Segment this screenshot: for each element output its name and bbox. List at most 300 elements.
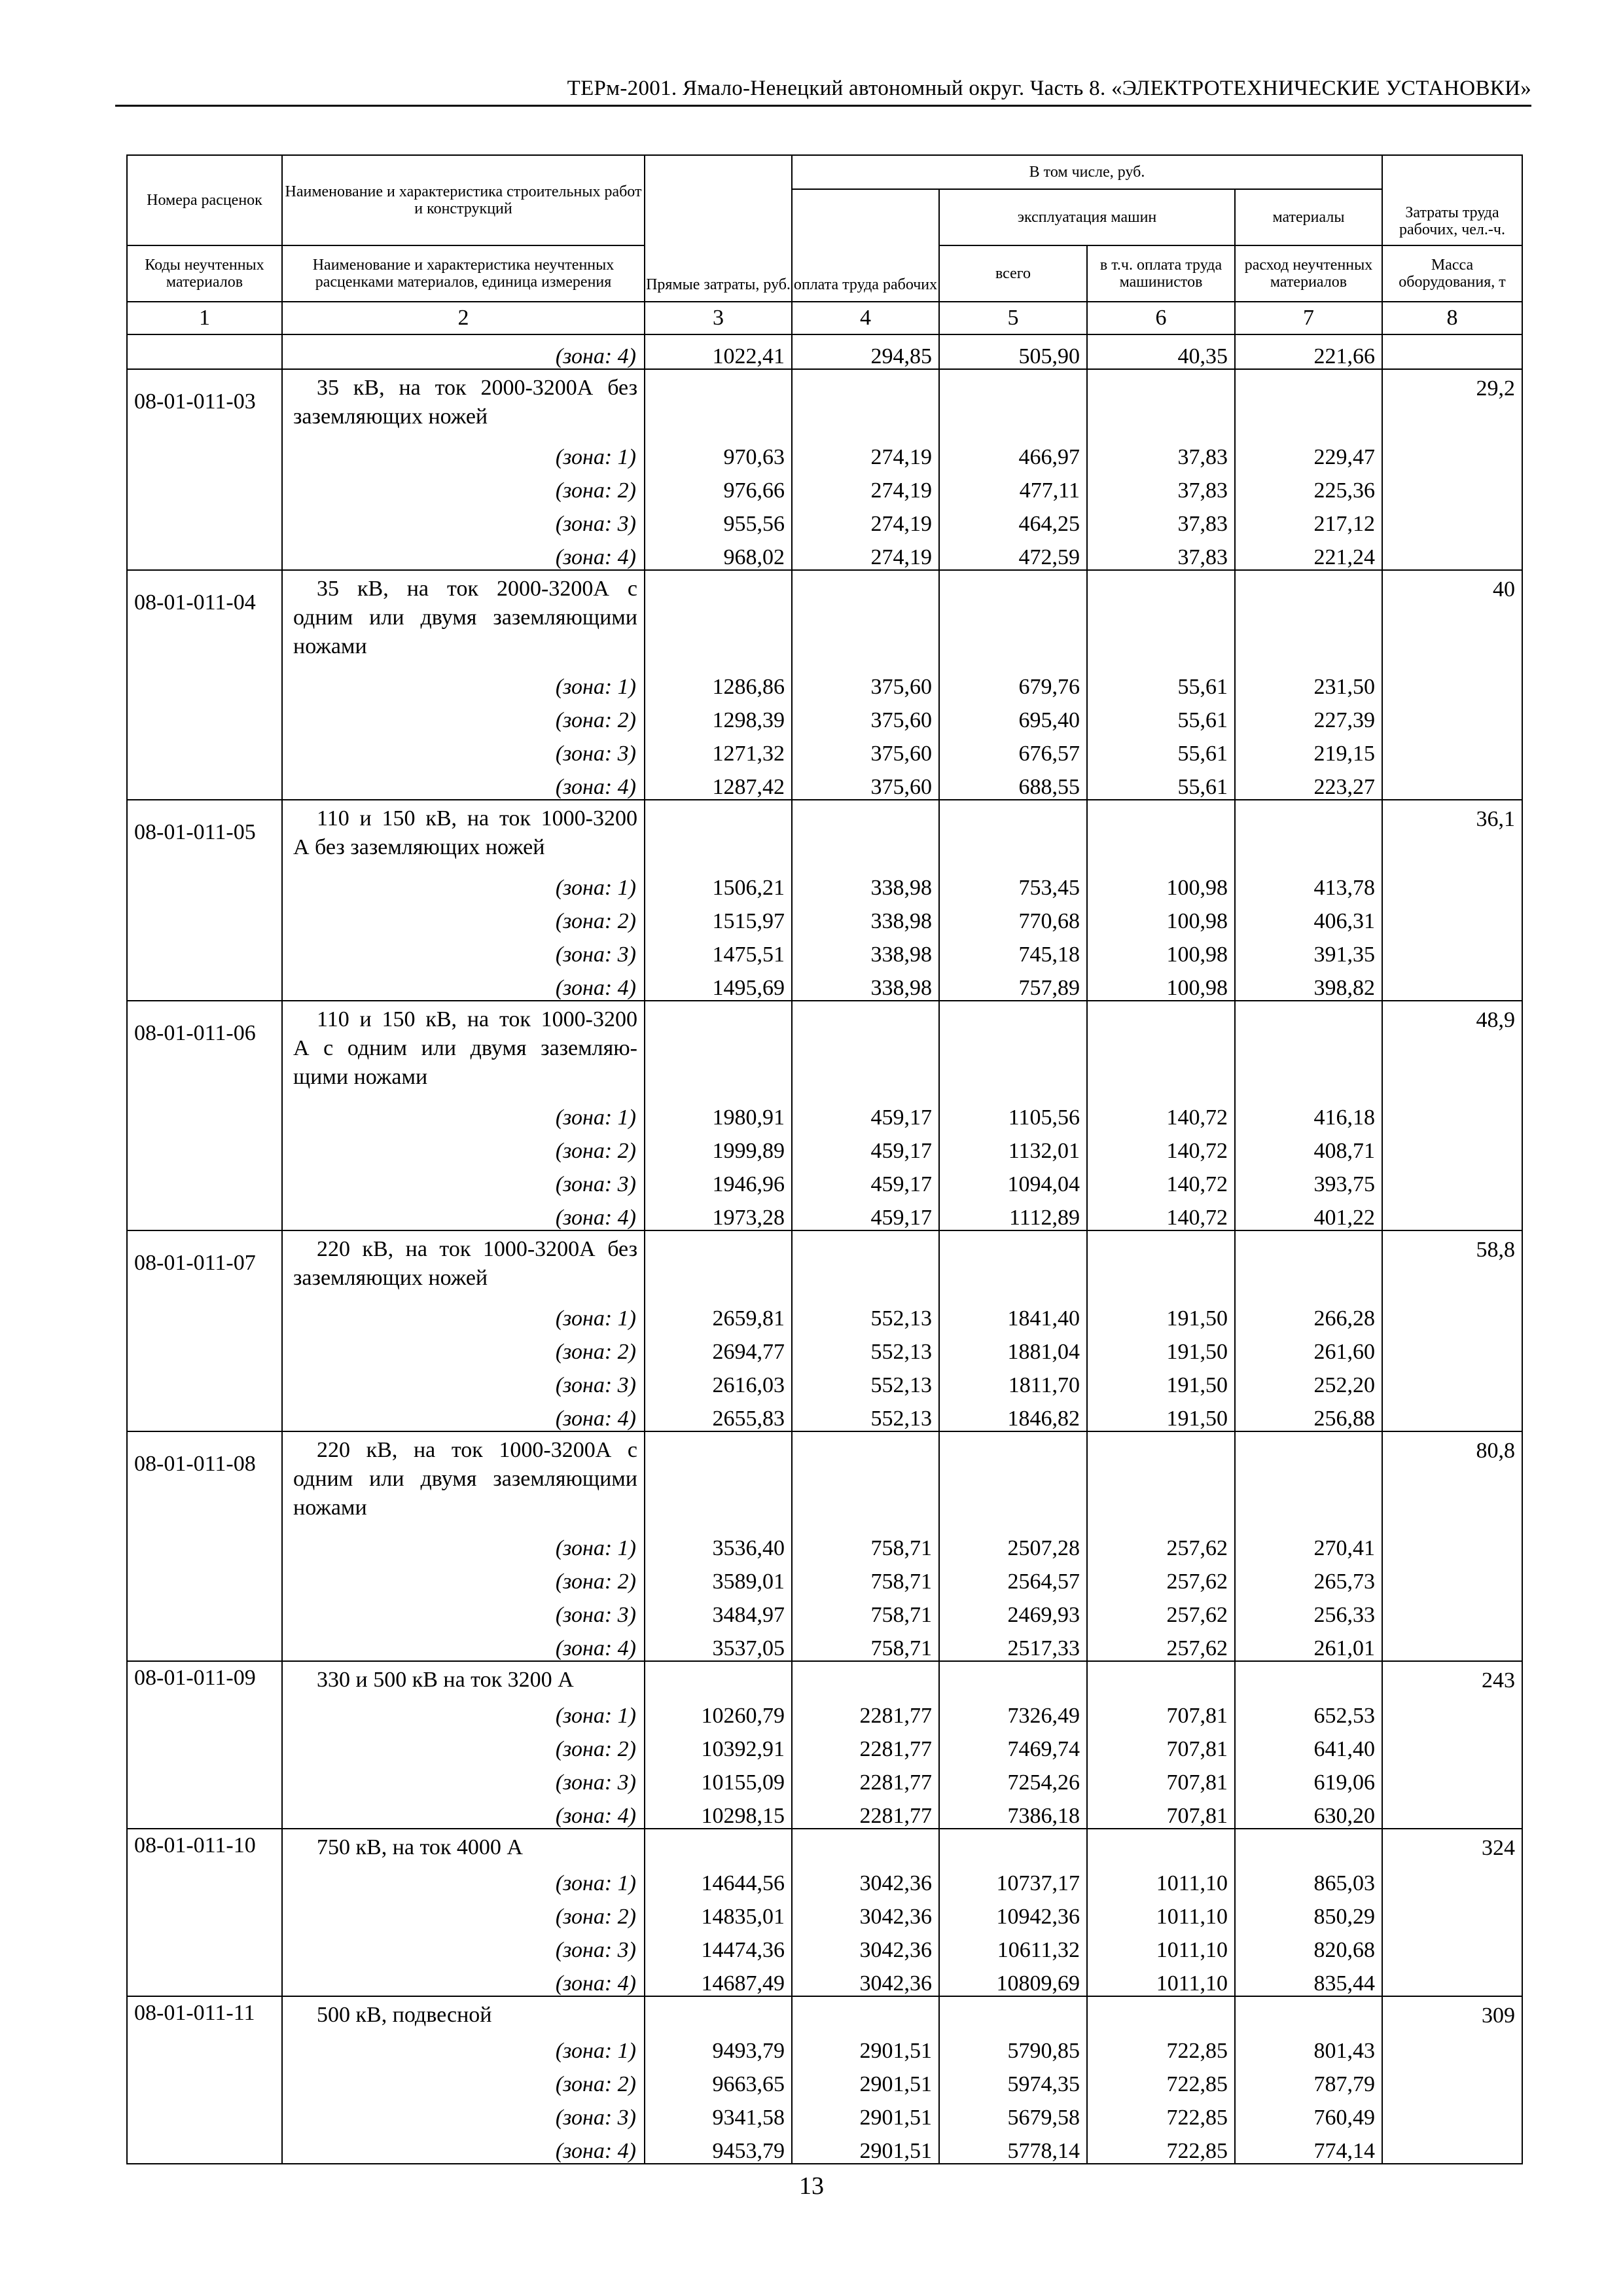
empty-cell <box>939 369 1087 436</box>
direct-costs-value: 14474,36 <box>645 1929 792 1962</box>
zone-row <box>127 1297 1522 1331</box>
materials-value: 227,39 <box>1235 699 1382 732</box>
machine-total-value: 477,11 <box>939 469 1087 503</box>
machinist-pay-value: 55,61 <box>1087 766 1235 800</box>
machine-total-value: 1132,01 <box>939 1130 1087 1163</box>
machinist-pay-value: 1011,10 <box>1087 1862 1235 1895</box>
machinist-pay-value: 140,72 <box>1087 1096 1235 1130</box>
direct-costs-value: 976,66 <box>645 469 792 503</box>
direct-costs-value: 1506,21 <box>645 867 792 900</box>
labor-pay-value: 274,19 <box>792 469 939 503</box>
materials-value: 261,60 <box>1235 1331 1382 1364</box>
empty-cell <box>792 800 939 867</box>
work-name-line: 750 кВ, на ток 4000 А <box>317 1835 523 1859</box>
materials-value: 408,71 <box>1235 1130 1382 1163</box>
work-name-line: 35 кВ, на ток 2000-3200А с <box>317 577 637 601</box>
direct-costs-value: 2655,83 <box>645 1397 792 1431</box>
empty-cell <box>127 1163 282 1196</box>
zone-row <box>127 867 1522 900</box>
labor-pay-value: 2281,77 <box>792 1761 939 1795</box>
machinist-pay-value: 722,85 <box>1087 2130 1235 2164</box>
zone-label: (зона: 3) <box>282 1364 645 1397</box>
empty-cell <box>127 2063 282 2096</box>
materials-value: 835,44 <box>1235 1962 1382 1996</box>
empty-cell <box>1382 1862 1522 1895</box>
machine-total-value: 1094,04 <box>939 1163 1087 1196</box>
labor-pay-value: 3042,36 <box>792 1929 939 1962</box>
empty-cell <box>127 1096 282 1130</box>
labor-pay-value: 2901,51 <box>792 2030 939 2063</box>
machinist-pay-value: 37,83 <box>1087 469 1235 503</box>
rate-group-header-row <box>127 1431 1522 1527</box>
machine-total-value: 1112,89 <box>939 1196 1087 1230</box>
zone-label: (зона: 4) <box>282 536 645 570</box>
empty-cell <box>939 1431 1087 1527</box>
machine-total-value: 1846,82 <box>939 1397 1087 1431</box>
empty-cell <box>1087 800 1235 867</box>
machinist-pay-value: 55,61 <box>1087 732 1235 766</box>
empty-cell <box>127 1130 282 1163</box>
empty-cell <box>1382 1795 1522 1829</box>
machinist-pay-value: 37,83 <box>1087 503 1235 536</box>
empty-cell <box>1087 570 1235 666</box>
machine-total-value: 1841,40 <box>939 1297 1087 1331</box>
empty-cell <box>1382 2063 1522 2096</box>
zone-row <box>127 900 1522 933</box>
machinist-pay-value: 257,62 <box>1087 1527 1235 1560</box>
empty-cell <box>1382 1962 1522 1996</box>
empty-cell <box>645 1230 792 1297</box>
zone-row <box>127 503 1522 536</box>
materials-value: 619,06 <box>1235 1761 1382 1795</box>
work-name-line: одним или двумя заземляющими <box>293 605 637 630</box>
labor-pay-value: 375,60 <box>792 699 939 732</box>
direct-costs-value: 1475,51 <box>645 933 792 967</box>
labor-pay-value: 274,19 <box>792 436 939 469</box>
empty-cell <box>1382 1560 1522 1594</box>
empty-cell <box>127 933 282 967</box>
labor-pay-value: 375,60 <box>792 732 939 766</box>
column-number: 5 <box>939 302 1087 334</box>
zone-label: (зона: 3) <box>282 1594 645 1627</box>
materials-value: 850,29 <box>1235 1895 1382 1929</box>
work-name-line: 500 кВ, подвесной <box>317 2003 492 2027</box>
direct-costs-value: 1946,96 <box>645 1163 792 1196</box>
empty-cell <box>1382 967 1522 1001</box>
direct-costs-value: 1973,28 <box>645 1196 792 1230</box>
machinist-pay-value: 191,50 <box>1087 1397 1235 1431</box>
work-name <box>282 1001 645 1096</box>
running-header: ТЕРм-2001. Ямало-Ненецкий автономный округ. Часть 8. «ЭЛЕКТРОТЕХНИЧЕСКИЕ УСТАНОВКИ» <box>567 77 1531 100</box>
empty-cell <box>1382 1163 1522 1196</box>
empty-cell <box>127 503 282 536</box>
empty-cell <box>792 369 939 436</box>
labor-pay-value: 2901,51 <box>792 2063 939 2096</box>
machine-total-value: 1811,70 <box>939 1364 1087 1397</box>
machine-total-value: 464,25 <box>939 503 1087 536</box>
direct-costs-value: 9493,79 <box>645 2030 792 2063</box>
header-work-name: Наименование и характеристика строительных работ и конструкций <box>282 155 645 245</box>
empty-cell <box>1382 1196 1522 1230</box>
empty-cell <box>127 1560 282 1594</box>
zone-label: (зона: 1) <box>282 436 645 469</box>
rate-group-header-row <box>127 1996 1522 2030</box>
zone-label: (зона: 3) <box>282 1163 645 1196</box>
direct-costs-value: 9453,79 <box>645 2130 792 2164</box>
materials-value: 229,47 <box>1235 436 1382 469</box>
zone-label: (зона: 2) <box>282 469 645 503</box>
work-name <box>282 570 645 666</box>
rate-code: 08-01-011-09 <box>127 1661 282 1695</box>
machine-total-value: 472,59 <box>939 536 1087 570</box>
empty-cell <box>127 766 282 800</box>
machinist-pay-value: 707,81 <box>1087 1761 1235 1795</box>
work-name-line: щими ножами <box>293 1065 428 1089</box>
column-number: 4 <box>792 302 939 334</box>
empty-cell <box>1382 900 1522 933</box>
empty-cell <box>939 800 1087 867</box>
machinist-pay-value: 722,85 <box>1087 2096 1235 2130</box>
empty-cell <box>1382 1695 1522 1728</box>
materials-value: 801,43 <box>1235 2030 1382 2063</box>
empty-cell <box>127 1364 282 1397</box>
labor-pay-value: 3042,36 <box>792 1962 939 1996</box>
empty-cell <box>939 570 1087 666</box>
materials-value: 256,88 <box>1235 1397 1382 1431</box>
zone-label: (зона: 1) <box>282 1096 645 1130</box>
materials-value: 652,53 <box>1235 1695 1382 1728</box>
empty-cell <box>1087 369 1235 436</box>
machine-total-value: 2469,93 <box>939 1594 1087 1627</box>
header-unaccounted-codes: Коды неучтенных материалов <box>127 245 282 302</box>
empty-cell <box>792 1431 939 1527</box>
zone-row <box>127 1397 1522 1431</box>
zone-row <box>127 2096 1522 2130</box>
zone-label: (зона: 1) <box>282 1695 645 1728</box>
empty-cell <box>1382 536 1522 570</box>
column-number: 2 <box>282 302 645 334</box>
machinist-pay-value: 1011,10 <box>1087 1962 1235 1996</box>
zone-label: (зона: 3) <box>282 1761 645 1795</box>
materials-value: 406,31 <box>1235 900 1382 933</box>
labor-costs-value: 48,9 <box>1382 1001 1522 1096</box>
direct-costs-value: 1271,32 <box>645 732 792 766</box>
machinist-pay-value: 140,72 <box>1087 1130 1235 1163</box>
zone-label: (зона: 4) <box>282 766 645 800</box>
zone-label: (зона: 1) <box>282 1297 645 1331</box>
work-name-line: заземляющих ножей <box>293 404 488 429</box>
zone-row <box>127 699 1522 732</box>
work-name-line: одним или двумя заземляющими <box>293 1467 637 1491</box>
zone-label: (зона: 2) <box>282 1130 645 1163</box>
empty-cell <box>1382 1895 1522 1929</box>
empty-cell <box>1087 1661 1235 1695</box>
zone-label: (зона: 2) <box>282 1560 645 1594</box>
empty-cell <box>1087 1001 1235 1096</box>
labor-pay-value: 274,19 <box>792 536 939 570</box>
labor-pay-value: 338,98 <box>792 933 939 967</box>
zone-label: (зона: 2) <box>282 2063 645 2096</box>
work-name <box>282 1230 645 1297</box>
empty-cell <box>1382 2030 1522 2063</box>
empty-cell <box>1382 867 1522 900</box>
empty-cell <box>645 1661 792 1695</box>
rate-code: 08-01-011-06 <box>127 1001 282 1096</box>
zone-label: (зона: 4) <box>282 1397 645 1431</box>
header-labor-pay: оплата труда рабочих <box>792 189 939 302</box>
empty-cell <box>1087 1829 1235 1862</box>
direct-costs-value: 1287,42 <box>645 766 792 800</box>
machinist-pay-value: 257,62 <box>1087 1594 1235 1627</box>
direct-costs-value: 9663,65 <box>645 2063 792 2096</box>
labor-pay-value: 2901,51 <box>792 2130 939 2164</box>
empty-cell <box>1382 2130 1522 2164</box>
machinist-pay-value: 257,62 <box>1087 1560 1235 1594</box>
labor-costs-value <box>1382 334 1522 369</box>
machine-total-value: 2564,57 <box>939 1560 1087 1594</box>
materials-value: 217,12 <box>1235 503 1382 536</box>
zone-row <box>127 2130 1522 2164</box>
empty-cell <box>127 1695 282 1728</box>
empty-cell <box>645 800 792 867</box>
empty-cell <box>127 867 282 900</box>
machine-total-value: 5778,14 <box>939 2130 1087 2164</box>
zone-row <box>127 1364 1522 1397</box>
machinist-pay-value: 191,50 <box>1087 1297 1235 1331</box>
machinist-pay-value: 707,81 <box>1087 1695 1235 1728</box>
materials-value: 641,40 <box>1235 1728 1382 1761</box>
machine-total-value: 688,55 <box>939 766 1087 800</box>
work-name-line: А без заземляющих ножей <box>293 835 545 859</box>
labor-costs-value: 324 <box>1382 1829 1522 1862</box>
empty-cell <box>645 1001 792 1096</box>
direct-costs-value: 14835,01 <box>645 1895 792 1929</box>
materials-value: 820,68 <box>1235 1929 1382 1962</box>
labor-pay-value: 375,60 <box>792 766 939 800</box>
header-rate-numbers: Номера расценок <box>127 155 282 245</box>
rate-code: 08-01-011-11 <box>127 1996 282 2030</box>
machinist-pay-value: 140,72 <box>1087 1196 1235 1230</box>
labor-pay-value: 375,60 <box>792 666 939 699</box>
labor-pay-value: 3042,36 <box>792 1895 939 1929</box>
machine-total-value: 10942,36 <box>939 1895 1087 1929</box>
empty-cell <box>1087 1996 1235 2030</box>
empty-cell <box>127 1527 282 1560</box>
rates-body <box>127 334 1522 2164</box>
direct-costs-value: 1022,41 <box>645 334 792 369</box>
labor-pay-value: 459,17 <box>792 1096 939 1130</box>
column-number: 7 <box>1235 302 1382 334</box>
materials-value: 219,15 <box>1235 732 1382 766</box>
materials-value: 252,20 <box>1235 1364 1382 1397</box>
zone-row <box>127 732 1522 766</box>
materials-value: 256,33 <box>1235 1594 1382 1627</box>
machinist-pay-value: 722,85 <box>1087 2030 1235 2063</box>
zone-row <box>127 1096 1522 1130</box>
zone-label: (зона: 1) <box>282 867 645 900</box>
empty-cell <box>127 1594 282 1627</box>
materials-value: 261,01 <box>1235 1627 1382 1661</box>
rate-code <box>127 334 282 369</box>
empty-cell <box>127 967 282 1001</box>
machinist-pay-value: 1011,10 <box>1087 1929 1235 1962</box>
zone-label: (зона: 4) <box>282 1627 645 1661</box>
labor-costs-value: 29,2 <box>1382 369 1522 436</box>
header-materials: материалы <box>1235 189 1382 245</box>
machinist-pay-value: 1011,10 <box>1087 1895 1235 1929</box>
zone-row <box>127 1695 1522 1728</box>
direct-costs-value: 970,63 <box>645 436 792 469</box>
header-including: В том числе, руб. <box>792 155 1382 189</box>
machine-total-value: 10737,17 <box>939 1862 1087 1895</box>
empty-cell <box>1235 369 1382 436</box>
rate-group-header-row <box>127 1661 1522 1695</box>
machinist-pay-value: 55,61 <box>1087 666 1235 699</box>
direct-costs-value: 1515,97 <box>645 900 792 933</box>
empty-cell <box>1087 1431 1235 1527</box>
labor-pay-value: 552,13 <box>792 1364 939 1397</box>
empty-cell <box>939 1230 1087 1297</box>
empty-cell <box>127 1929 282 1962</box>
empty-cell <box>127 1895 282 1929</box>
work-name <box>282 800 645 867</box>
zone-row <box>127 1627 1522 1661</box>
direct-costs-value: 1495,69 <box>645 967 792 1001</box>
empty-cell <box>127 2030 282 2063</box>
empty-cell <box>1235 800 1382 867</box>
zone-label: (зона: 2) <box>282 1331 645 1364</box>
work-name-line: 35 кВ, на ток 2000-3200А без <box>317 376 637 400</box>
empty-cell <box>127 436 282 469</box>
materials-value: 231,50 <box>1235 666 1382 699</box>
rate-group-header-row <box>127 369 1522 436</box>
empty-cell <box>1382 469 1522 503</box>
zone-row <box>127 766 1522 800</box>
zone-row <box>127 2063 1522 2096</box>
materials-value: 865,03 <box>1235 1862 1382 1895</box>
labor-pay-value: 459,17 <box>792 1163 939 1196</box>
work-name <box>282 1431 645 1527</box>
zone-label: (зона: 4) <box>282 2130 645 2164</box>
machine-total-value: 5974,35 <box>939 2063 1087 2096</box>
machinist-pay-value: 191,50 <box>1087 1364 1235 1397</box>
machinist-pay-value: 100,98 <box>1087 933 1235 967</box>
empty-cell <box>127 2096 282 2130</box>
empty-cell <box>127 1196 282 1230</box>
labor-pay-value: 338,98 <box>792 900 939 933</box>
empty-cell <box>1235 1230 1382 1297</box>
zone-row <box>127 1560 1522 1594</box>
empty-cell <box>1382 2096 1522 2130</box>
materials-value: 393,75 <box>1235 1163 1382 1196</box>
materials-value: 774,14 <box>1235 2130 1382 2164</box>
labor-costs-value: 36,1 <box>1382 800 1522 867</box>
labor-pay-value: 2281,77 <box>792 1695 939 1728</box>
machine-total-value: 679,76 <box>939 666 1087 699</box>
empty-cell <box>127 1962 282 1996</box>
labor-pay-value: 552,13 <box>792 1397 939 1431</box>
header-unaccounted-materials: расход неучтенных материалов <box>1235 245 1382 302</box>
labor-costs-value: 309 <box>1382 1996 1522 2030</box>
zone-label: (зона: 3) <box>282 732 645 766</box>
empty-cell <box>1382 1297 1522 1331</box>
empty-cell <box>127 732 282 766</box>
empty-cell <box>1235 1661 1382 1695</box>
empty-cell <box>1382 1929 1522 1962</box>
empty-cell <box>127 1728 282 1761</box>
machinist-pay-value: 722,85 <box>1087 2063 1235 2096</box>
labor-pay-value: 2281,77 <box>792 1795 939 1829</box>
labor-costs-value: 80,8 <box>1382 1431 1522 1527</box>
direct-costs-value: 1298,39 <box>645 699 792 732</box>
zone-label: (зона: 1) <box>282 666 645 699</box>
materials-value: 221,24 <box>1235 536 1382 570</box>
labor-pay-value: 459,17 <box>792 1196 939 1230</box>
labor-pay-value: 3042,36 <box>792 1862 939 1895</box>
machine-total-value: 2507,28 <box>939 1527 1087 1560</box>
work-name-line: 220 кВ, на ток 1000-3200А без <box>317 1237 637 1261</box>
empty-cell <box>1382 732 1522 766</box>
work-name <box>282 369 645 436</box>
zone-label: (зона: 3) <box>282 2096 645 2130</box>
empty-cell <box>645 1996 792 2030</box>
zone-row <box>127 469 1522 503</box>
rates-table <box>126 154 1523 2164</box>
empty-cell <box>1087 1230 1235 1297</box>
machine-total-value: 745,18 <box>939 933 1087 967</box>
zone-label: (зона: 1) <box>282 1527 645 1560</box>
empty-cell <box>1382 1627 1522 1661</box>
materials-value: 787,79 <box>1235 2063 1382 2096</box>
materials-value: 221,66 <box>1235 334 1382 369</box>
empty-cell <box>1382 436 1522 469</box>
materials-value: 760,49 <box>1235 2096 1382 2130</box>
materials-value: 270,41 <box>1235 1527 1382 1560</box>
zone-row <box>127 1196 1522 1230</box>
direct-costs-value: 2694,77 <box>645 1331 792 1364</box>
labor-pay-value: 274,19 <box>792 503 939 536</box>
zone-row <box>127 2030 1522 2063</box>
machine-total-value: 466,97 <box>939 436 1087 469</box>
zone-row <box>127 1331 1522 1364</box>
machinist-pay-value: 37,83 <box>1087 536 1235 570</box>
machine-total-value: 5679,58 <box>939 2096 1087 2130</box>
work-name <box>282 1829 645 1862</box>
materials-value: 630,20 <box>1235 1795 1382 1829</box>
empty-cell <box>127 469 282 503</box>
labor-pay-value: 294,85 <box>792 334 939 369</box>
work-name-line: 110 и 150 кВ, на ток 1000-3200 <box>317 1007 637 1031</box>
zone-label: (зона: 2) <box>282 1728 645 1761</box>
empty-cell <box>127 1331 282 1364</box>
column-number: 8 <box>1382 302 1522 334</box>
empty-cell <box>127 900 282 933</box>
empty-cell <box>1235 1001 1382 1096</box>
zone-label: (зона: 3) <box>282 933 645 967</box>
machinist-pay-value: 257,62 <box>1087 1627 1235 1661</box>
empty-cell <box>645 369 792 436</box>
machinist-pay-value: 37,83 <box>1087 436 1235 469</box>
empty-cell <box>1382 1096 1522 1130</box>
materials-value: 401,22 <box>1235 1196 1382 1230</box>
header-machine-operation: эксплуатация машин <box>939 189 1235 245</box>
direct-costs-value: 10260,79 <box>645 1695 792 1728</box>
empty-cell <box>939 1001 1087 1096</box>
rate-code: 08-01-011-05 <box>127 800 282 867</box>
zone-label: (зона: 3) <box>282 503 645 536</box>
empty-cell <box>1235 570 1382 666</box>
zone-row <box>127 536 1522 570</box>
